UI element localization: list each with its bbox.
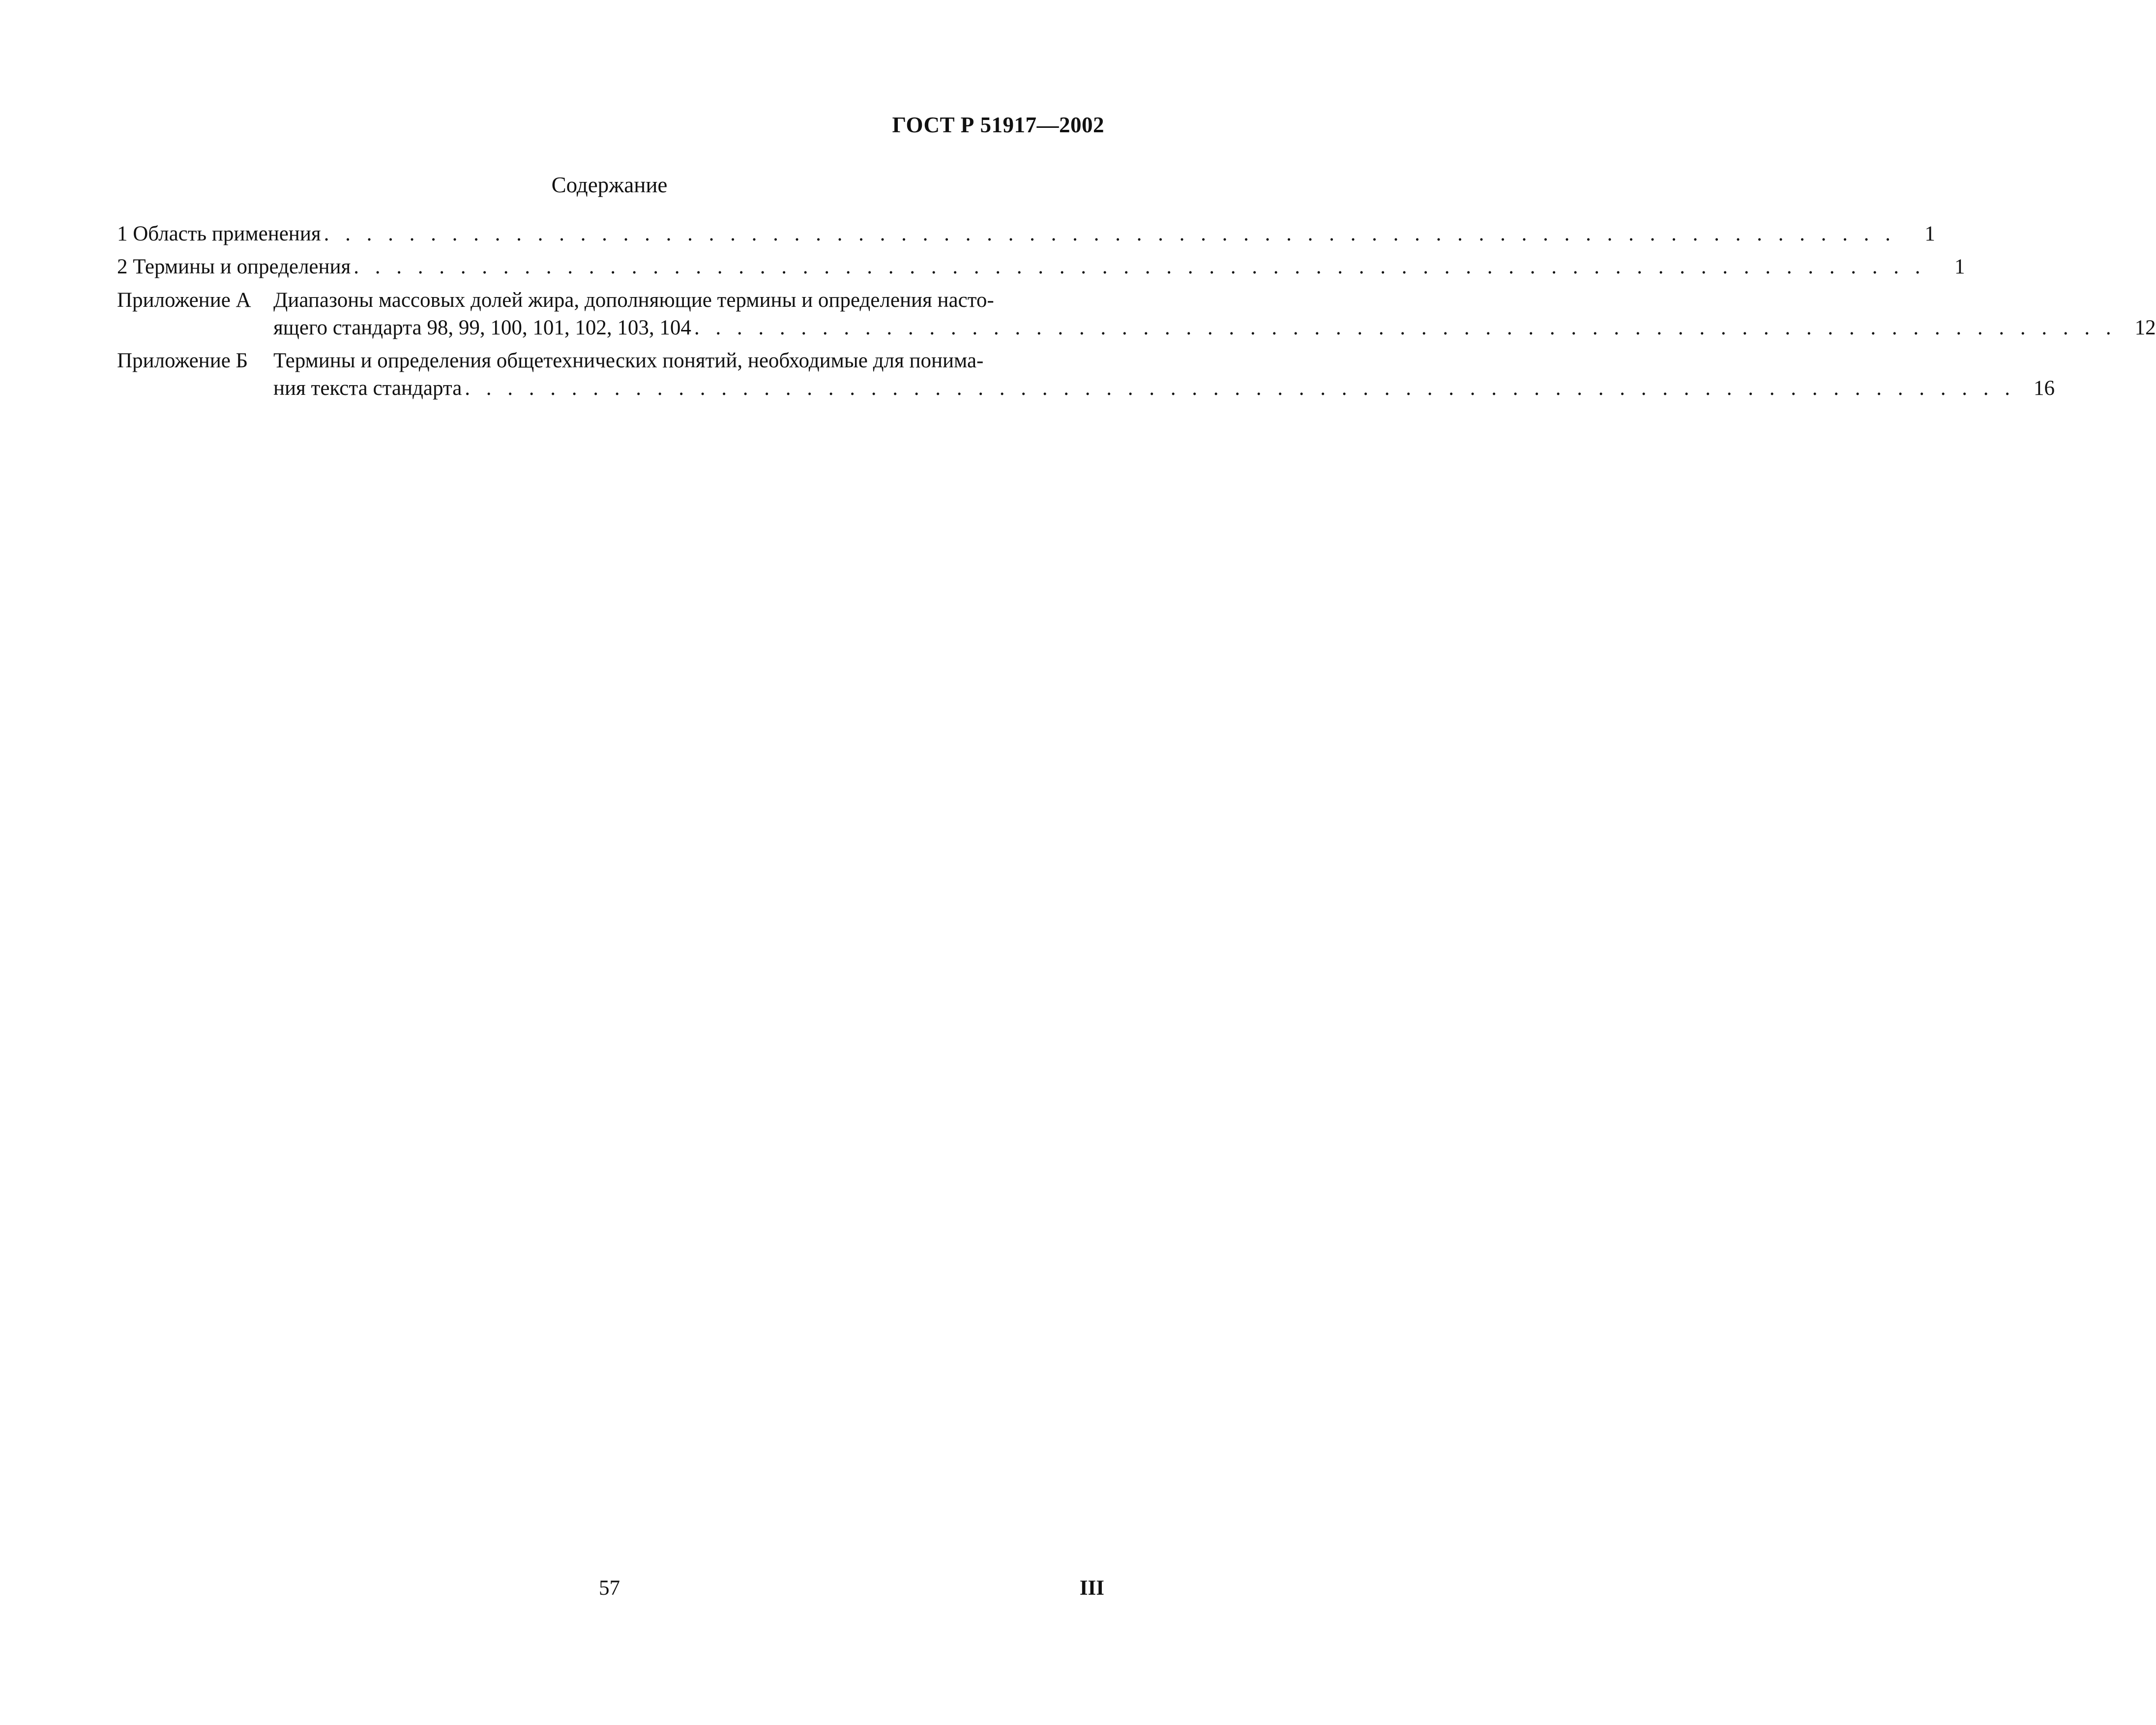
appendix-title-line1: Термины и определения общетехнических понятий, необходимые для понима- <box>273 349 984 372</box>
appendix-label: Приложение А <box>117 289 251 312</box>
appendix-title-line2: ния текста стандарта <box>273 377 462 400</box>
toc-leader-dots: . . . . . . . . . . . . . . . . . . . . . . . . . . . . . . . . . . . . . . . . . . . . . . . . . . . . . . . . . . . . . . . . . . . . . . . . . <box>465 377 2016 400</box>
toc-entry-page: 1 <box>1954 255 1965 278</box>
toc-appendix-b[interactable] <box>117 347 2055 402</box>
appendix-label: Приложение Б <box>117 349 248 372</box>
footer-page-number: 57 <box>599 1576 620 1600</box>
toc-appendix-a[interactable] <box>117 287 2156 342</box>
toc-leader-dots: . . . . . . . . . . . . . . . . . . . . . . . . . . . . . . . . . . . . . . . . . . . . . . . . . . . . . . . . . . . . . . . . . . . <box>694 316 2117 339</box>
toc-entry-page: 16 <box>2034 377 2055 400</box>
toc-leader-dots: . . . . . . . . . . . . . . . . . . . . . . . . . . . . . . . . . . . . . . . . . . . . . . . . . . . . . . . . . . . . . . . . . . . . . . . . . . <box>354 255 1926 278</box>
toc-entry-page: 12 <box>2134 316 2156 339</box>
toc-entry-page: 1 <box>1924 222 1935 245</box>
toc-title: Содержание <box>551 173 668 197</box>
toc-leader-dots: . . . . . . . . . . . . . . . . . . . . . . . . . . . . . . . . . . . . . . . . . . . . . . . . . . . . . . . . . . . . . . . . . . . . . . . . . . <box>324 222 1896 245</box>
toc-entry[interactable] <box>117 253 1965 281</box>
appendix-title-line1: Диапазоны массовых долей жира, дополняющие термины и определения насто- <box>273 289 994 312</box>
toc-entry-text: 2 Термины и определения <box>117 255 351 278</box>
standard-code: ГОСТ Р 51917—2002 <box>892 113 1104 137</box>
toc-entry-text: 1 Область применения <box>117 222 321 245</box>
footer-roman-page-number: III <box>1079 1576 1104 1600</box>
toc-entry[interactable] <box>117 220 1935 248</box>
appendix-title-line2: ящего стандарта 98, 99, 100, 101, 102, 103, 104 <box>273 316 691 339</box>
